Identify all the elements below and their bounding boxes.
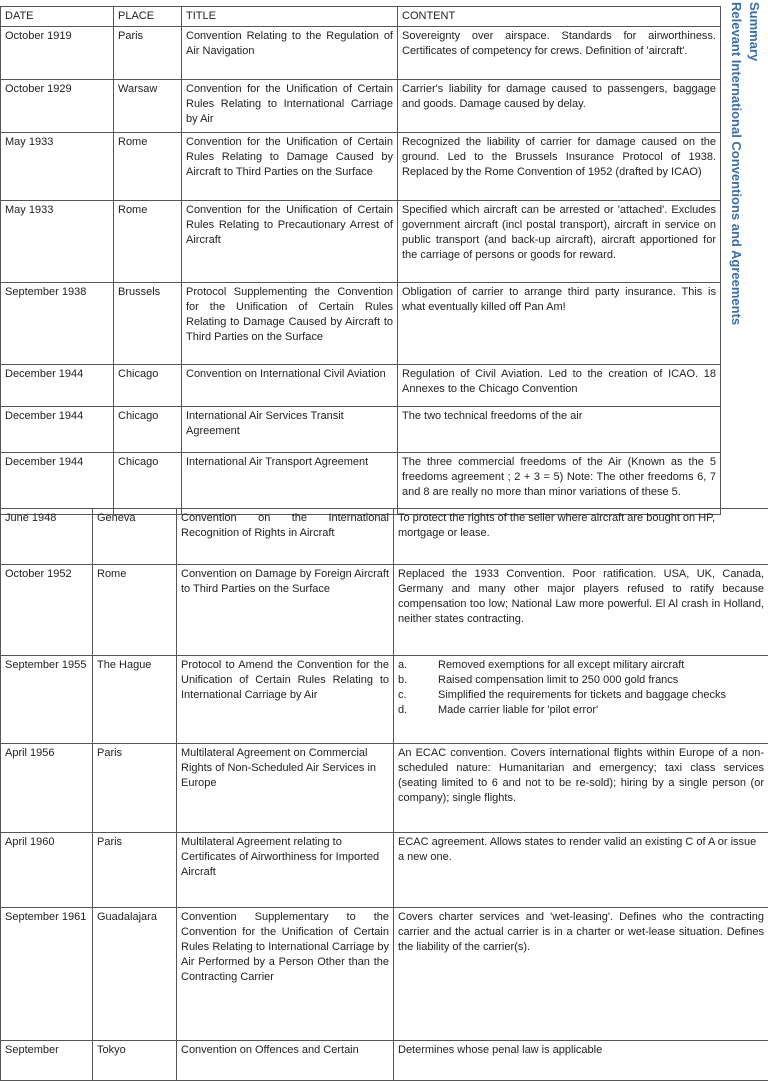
table-row bbox=[1, 565, 768, 656]
row-content: To protect the rights of the seller where aircraft are bought on HP, mortgage or lease. bbox=[394, 509, 768, 565]
list-text: Made carrier liable for 'pilot error' bbox=[438, 703, 598, 718]
list-item bbox=[398, 673, 764, 688]
row-date: May 1933 bbox=[1, 133, 114, 201]
table-row bbox=[1, 509, 768, 565]
row-title: Convention on International Civil Aviation bbox=[182, 365, 398, 407]
row-title: Convention on the International Recognition of Rights in Aircraft bbox=[177, 509, 394, 565]
row-title: Multilateral Agreement relating to Certificates of Airworthiness for Imported Aircraft bbox=[177, 833, 394, 908]
list-item bbox=[398, 703, 764, 718]
row-content: ECAC agreement. Allows states to render valid an existing C of A or issue a new one. bbox=[394, 833, 768, 908]
row-place: Paris bbox=[93, 744, 177, 833]
conventions-table-top bbox=[0, 6, 721, 515]
row-content: Carrier's liability for damage caused to passengers, baggage and goods. Damage caused by delay. bbox=[398, 80, 721, 133]
row-date: April 1960 bbox=[1, 833, 93, 908]
row-place: Warsaw bbox=[114, 80, 182, 133]
row-place: Paris bbox=[114, 27, 182, 80]
row-content: Covers charter services and 'wet-leasing'. Defines who the contracting carrier and the actual carrier is in a charter or wet-lease situation. Defines the liability of the carrier(s). bbox=[394, 908, 768, 1041]
row-date: May 1933 bbox=[1, 201, 114, 283]
row-title: Convention for the Unification of Certain Rules Relating to Damage Caused by Aircraft to Third Parties on the Surface bbox=[182, 133, 398, 201]
header-title: TITLE bbox=[182, 7, 398, 27]
table-row bbox=[1, 407, 721, 453]
row-place: Chicago bbox=[114, 453, 182, 515]
list-item bbox=[398, 688, 764, 703]
table-row bbox=[1, 908, 768, 1041]
row-content: Recognized the liability of carrier for damage caused on the ground. Led to the Brussels Insurance Protocol of 1938. Replaced by the Rome Convention of 1952 (drafted by ICAO) bbox=[398, 133, 721, 201]
row-place: Rome bbox=[93, 565, 177, 656]
table-row bbox=[1, 833, 768, 908]
list-marker: c. bbox=[398, 688, 438, 703]
row-content: Determines whose penal law is applicable bbox=[394, 1041, 768, 1081]
header-row bbox=[1, 7, 721, 27]
table-row bbox=[1, 133, 721, 201]
row-content: Replaced the 1933 Convention. Poor ratification. USA, UK, Canada, Germany and many other major players refused to ratify because compensation too low; National Law more powerful. El Al crash in Holland, neither states contracting. bbox=[394, 565, 768, 656]
list-text: Removed exemptions for all except military aircraft bbox=[438, 658, 684, 673]
row-content: The two technical freedoms of the air bbox=[398, 407, 721, 453]
row-date: December 1944 bbox=[1, 453, 114, 515]
row-title: Convention for the Unification of Certain Rules Relating to Precautionary Arrest of Aircraft bbox=[182, 201, 398, 283]
row-date: September 1955 bbox=[1, 656, 93, 744]
row-date: June 1948 bbox=[1, 509, 93, 565]
conventions-table-bottom bbox=[0, 508, 768, 1081]
table-row bbox=[1, 283, 721, 365]
row-title: Convention for the Unification of Certain Rules Relating to International Carriage by Air bbox=[182, 80, 398, 133]
row-place: Paris bbox=[93, 833, 177, 908]
table-row bbox=[1, 744, 768, 833]
row-place: The Hague bbox=[93, 656, 177, 744]
row-content: Regulation of Civil Aviation. Led to the creation of ICAO. 18 Annexes to the Chicago Convention bbox=[398, 365, 721, 407]
row-title: International Air Transport Agreement bbox=[182, 453, 398, 515]
row-place: Chicago bbox=[114, 407, 182, 453]
row-title: Convention on Offences and Certain bbox=[177, 1041, 394, 1081]
row-content: An ECAC convention. Covers international flights within Europe of a non-scheduled nature: Humanitarian and emergency; taxi class services (seating limited to 6 and not to be re-sold); hiring by a single person (or company); single flights. bbox=[394, 744, 768, 833]
header-content: CONTENT bbox=[398, 7, 721, 27]
table-row bbox=[1, 201, 721, 283]
row-date: September 1961 bbox=[1, 908, 93, 1041]
table-row bbox=[1, 80, 721, 133]
row-date: April 1956 bbox=[1, 744, 93, 833]
side-title-line2: Relevant International Conventions and Agreements bbox=[727, 2, 745, 325]
row-place: Chicago bbox=[114, 365, 182, 407]
row-place: Brussels bbox=[114, 283, 182, 365]
row-place: Tokyo bbox=[93, 1041, 177, 1081]
side-title bbox=[727, 2, 763, 325]
row-date: October 1929 bbox=[1, 80, 114, 133]
row-place: Guadalajara bbox=[93, 908, 177, 1041]
row-place: Rome bbox=[114, 201, 182, 283]
table-row bbox=[1, 656, 768, 744]
header-place: PLACE bbox=[114, 7, 182, 27]
row-place: Geneva bbox=[93, 509, 177, 565]
row-date: September 1938 bbox=[1, 283, 114, 365]
list-marker: d. bbox=[398, 703, 438, 718]
row-content: Sovereignty over airspace. Standards for airworthiness. Certificates of competency for crews. Definition of 'aircraft'. bbox=[398, 27, 721, 80]
list-text: Raised compensation limit to 250 000 gold francs bbox=[438, 673, 678, 688]
side-title-line1: Summary bbox=[745, 2, 763, 325]
list-item bbox=[398, 658, 764, 673]
row-title: International Air Services Transit Agreement bbox=[182, 407, 398, 453]
list-marker: a. bbox=[398, 658, 438, 673]
row-title: Convention Relating to the Regulation of Air Navigation bbox=[182, 27, 398, 80]
row-content: Specified which aircraft can be arrested or 'attached'. Excludes government aircraft (incl postal transport), aircraft in service on public transport (and back-up aircraft), aircraft apportioned for the carriage of persons or goods for reward. bbox=[398, 201, 721, 283]
row-title: Multilateral Agreement on Commercial Rights of Non-Scheduled Air Services in Europe bbox=[177, 744, 394, 833]
row-title: Protocol Supplementing the Convention for the Unification of Certain Rules Relating to Damage Caused by Aircraft to Third Parties on the Surface bbox=[182, 283, 398, 365]
row-title: Protocol to Amend the Convention for the Unification of Certain Rules Relating to International Carriage by Air bbox=[177, 656, 394, 744]
amendment-list bbox=[398, 658, 764, 718]
row-title: Convention Supplementary to the Convention for the Unification of Certain Rules Relating to International Carriage by Air Performed by a Person Other than the Contracting Carrier bbox=[177, 908, 394, 1041]
row-content: The three commercial freedoms of the Air (Known as the 5 freedoms agreement ; 2 + 3 = 5) Note: The other freedoms 6, 7 and 8 are really no more than minor variations of these 5. bbox=[398, 453, 721, 515]
row-date: December 1944 bbox=[1, 365, 114, 407]
row-date: October 1919 bbox=[1, 27, 114, 80]
list-marker: b. bbox=[398, 673, 438, 688]
header-date: DATE bbox=[1, 7, 114, 27]
row-date: October 1952 bbox=[1, 565, 93, 656]
list-text: Simplified the requirements for tickets and baggage checks bbox=[438, 688, 726, 703]
table-row bbox=[1, 1041, 768, 1081]
row-content bbox=[394, 656, 768, 744]
table-row bbox=[1, 365, 721, 407]
table-row bbox=[1, 453, 721, 515]
row-date: December 1944 bbox=[1, 407, 114, 453]
table-row bbox=[1, 27, 721, 80]
row-content: Obligation of carrier to arrange third party insurance. This is what eventually killed off Pan Am! bbox=[398, 283, 721, 365]
row-place: Rome bbox=[114, 133, 182, 201]
row-date: September bbox=[1, 1041, 93, 1081]
row-title: Convention on Damage by Foreign Aircraft to Third Parties on the Surface bbox=[177, 565, 394, 656]
